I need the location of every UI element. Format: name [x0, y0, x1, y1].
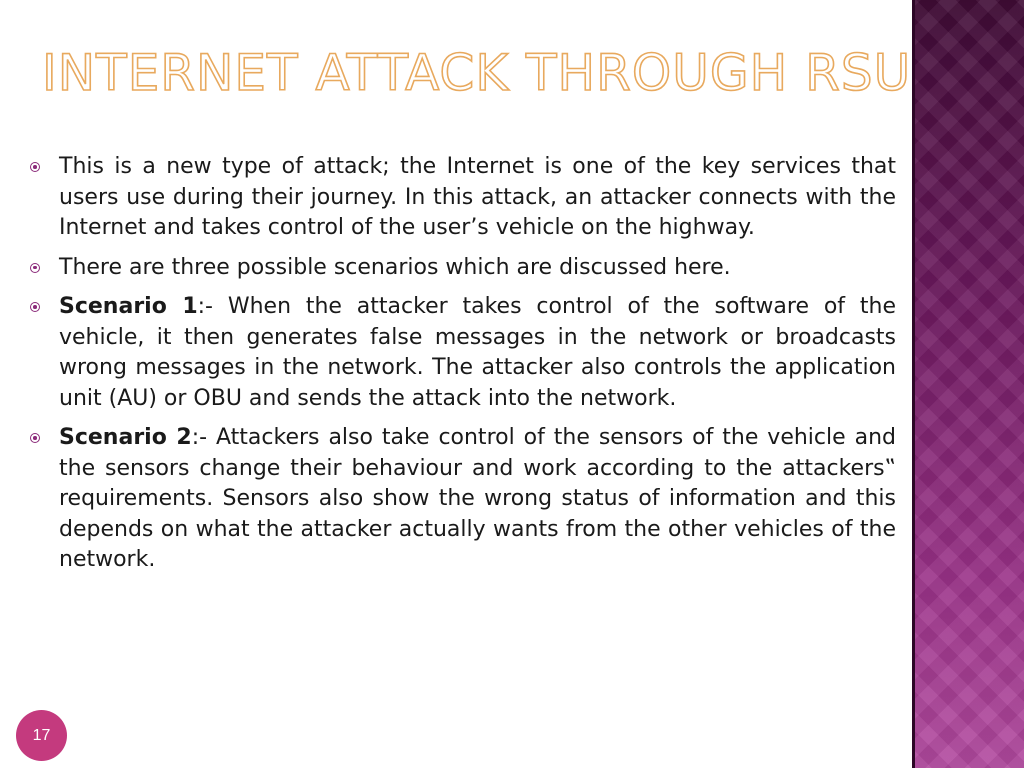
bullet-text: :- When the attacker takes control of the software of the vehicle, it then generates false messages in the network or broadcasts wrong messages in the network. The attacker also controls the application unit (AU) or OBU and sends the attack into the network.	[59, 294, 896, 411]
bullet-item	[30, 253, 896, 284]
bullet-text: This is a new type of attack; the Internet is one of the key services that users use during their journey. In this attack, an attacker connects with the Internet and takes control of the user’s vehicle on the highway.	[59, 154, 896, 240]
bullet-list	[30, 152, 896, 585]
circle-bullet-icon	[30, 433, 40, 443]
decorative-side-panel	[912, 0, 1024, 768]
bullet-item	[30, 152, 896, 244]
circle-bullet-icon	[30, 263, 40, 273]
bullet-text: :- Attackers also take control of the sensors of the vehicle and the sensors change their behaviour and work according to the attackers‟ requirements. Sensors also show the wrong status of information and this depends on what the attacker actually wants from the other vehicles of the network.	[59, 425, 896, 572]
scenario-label: Scenario 1	[59, 294, 198, 319]
slide-title: INTERNET ATTACK THROUGH RSU	[42, 44, 912, 102]
page-number-badge: 17	[16, 710, 67, 761]
scenario-label: Scenario 2	[59, 425, 192, 450]
bullet-text: There are three possible scenarios which are discussed here.	[59, 254, 731, 280]
circle-bullet-icon	[30, 162, 40, 172]
circle-bullet-icon	[30, 302, 40, 312]
bullet-item	[30, 292, 896, 414]
bullet-item	[30, 423, 896, 576]
